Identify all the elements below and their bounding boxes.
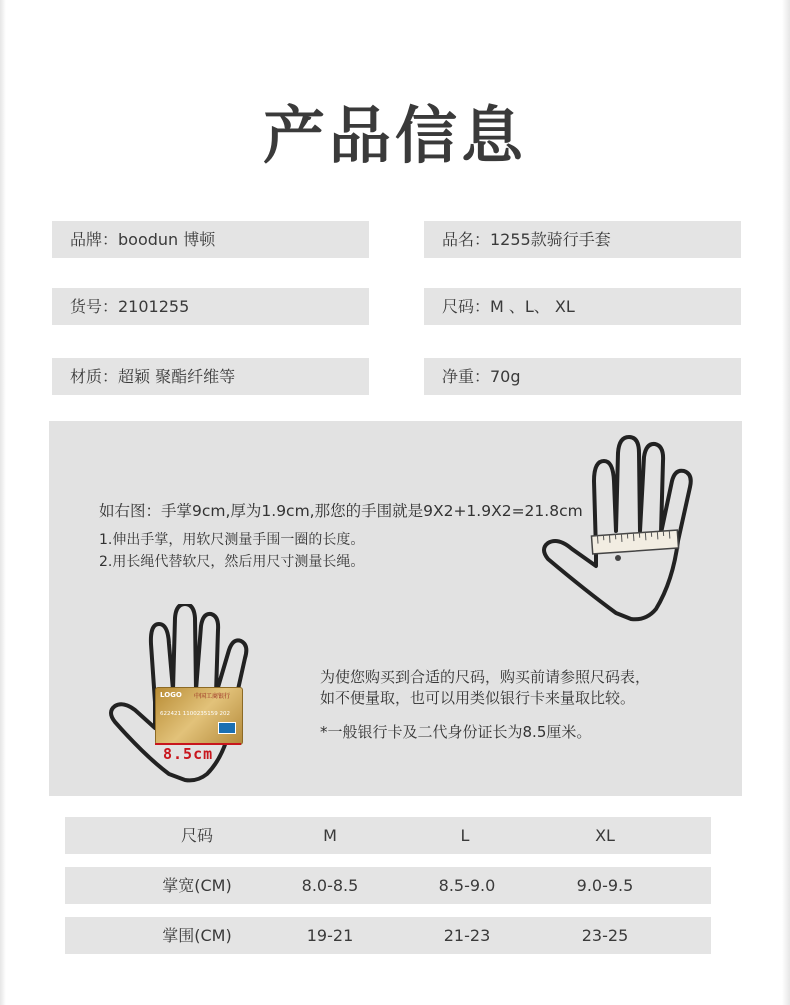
info-item-number: 货号：2101255 bbox=[52, 288, 369, 325]
card-measure-label: 8.5cm bbox=[163, 745, 214, 763]
palm-width-m: 8.0-8.5 bbox=[301, 876, 359, 895]
measurement-guide bbox=[49, 421, 742, 796]
info-brand: 品牌：boodun 博顿 bbox=[52, 221, 369, 258]
guide-example: 如右图：手掌9cm,厚为1.9cm,那您的手围就是9X2+1.9X2=21.8cm bbox=[99, 502, 583, 520]
info-sizes: 尺码：M 、L、 XL bbox=[424, 288, 741, 325]
guide-step-1: 1.伸出手掌，用软尺测量手围一圈的长度。 bbox=[99, 532, 365, 548]
size-header-xl: XL bbox=[595, 826, 615, 845]
info-product-name: 品名：1255款骑行手套 bbox=[424, 221, 741, 258]
card-number: 622421 1100235159 202 bbox=[160, 711, 230, 717]
bank-card bbox=[155, 687, 243, 745]
card-bank-name: 中国工商银行 bbox=[194, 693, 231, 700]
hand-with-ruler-illustration bbox=[536, 431, 716, 626]
card-unionpay-icon bbox=[218, 722, 236, 734]
card-logo: LOGO bbox=[160, 691, 182, 699]
size-table-row bbox=[65, 917, 711, 954]
palm-girth-m: 19-21 bbox=[306, 926, 354, 945]
info-weight: 净重：70g bbox=[424, 358, 741, 395]
guide-advice-1: 为使您购买到合适的尺码，购买前请参照尺码表， bbox=[320, 668, 651, 686]
guide-advice-2: 如不便量取，也可以用类似银行卡来量取比较。 bbox=[320, 689, 636, 707]
palm-width-label: 掌宽(CM) bbox=[162, 876, 232, 895]
size-table-header bbox=[65, 817, 711, 854]
info-material: 材质：超颖 聚酯纤维等 bbox=[52, 358, 369, 395]
guide-step-2: 2.用长绳代替软尺，然后用尺寸测量长绳。 bbox=[99, 554, 365, 570]
size-header-label: 尺码 bbox=[180, 826, 213, 845]
palm-girth-xl: 23-25 bbox=[581, 926, 629, 945]
size-table-row bbox=[65, 867, 711, 904]
page-title: 产品信息 bbox=[262, 99, 527, 172]
guide-card-note: *一般银行卡及二代身份证长为8.5厘米。 bbox=[320, 723, 592, 741]
size-header-l: L bbox=[460, 826, 470, 845]
palm-width-l: 8.5-9.0 bbox=[438, 876, 496, 895]
size-header-m: M bbox=[323, 826, 337, 845]
palm-width-xl: 9.0-9.5 bbox=[576, 876, 634, 895]
palm-girth-l: 21-23 bbox=[443, 926, 491, 945]
palm-girth-label: 掌围(CM) bbox=[162, 926, 232, 945]
